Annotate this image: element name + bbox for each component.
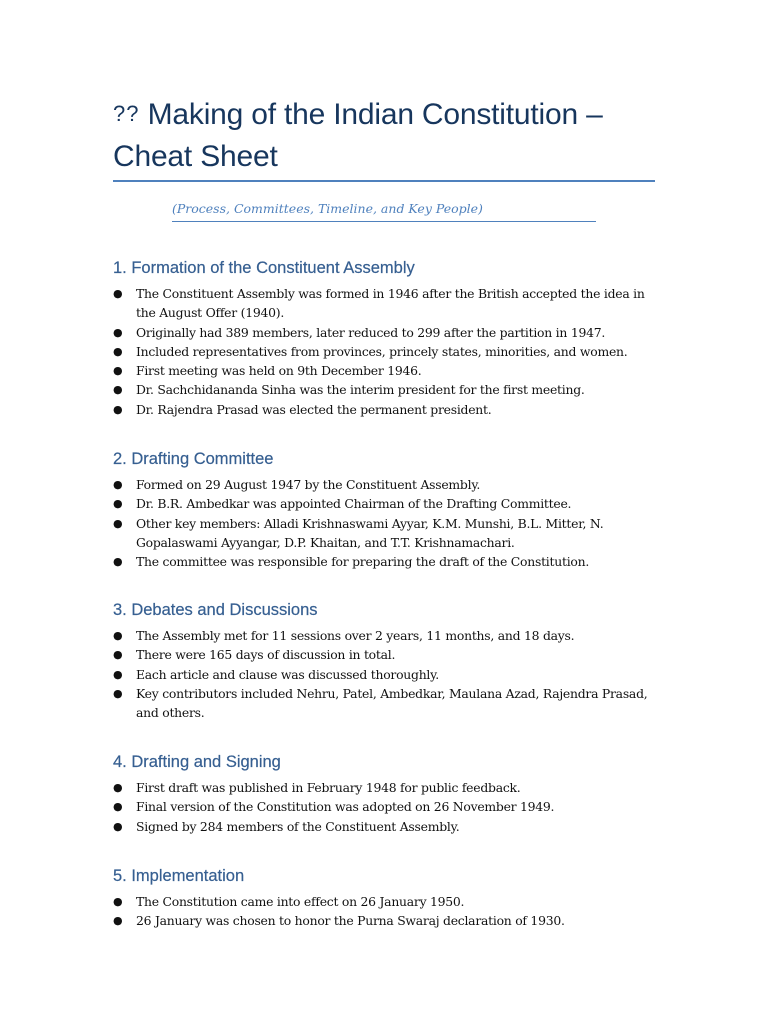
list-item-text: Formed on 29 August 1947 by the Constituent Assembly. (136, 477, 481, 492)
bullet-icon: ● (113, 344, 123, 358)
bullet-icon: ● (113, 667, 123, 681)
list-item-text: First draft was published in February 1948 for public feedback. (136, 780, 521, 795)
page-subtitle: (Process, Committees, Timeline, and Key People) (172, 200, 596, 222)
bullet-list (113, 626, 658, 722)
bullet-list (113, 892, 658, 931)
list-item (113, 797, 658, 816)
list-item (113, 817, 658, 836)
list-item (113, 380, 658, 399)
list-item (113, 684, 658, 723)
section-formation (113, 257, 658, 419)
bullet-list (113, 778, 658, 836)
list-item (113, 665, 658, 684)
page-title (113, 93, 673, 178)
bullet-icon: ● (113, 478, 123, 491)
list-item (113, 323, 658, 342)
bullet-icon: ● (113, 629, 123, 642)
list-item (113, 626, 658, 645)
list-item-text: Signed by 284 members of the Constituent Assembly. (136, 818, 460, 834)
list-item-text: The Assembly met for 11 sessions over 2 years, 11 months, and 18 days. (136, 628, 575, 643)
bullet-icon: ● (113, 364, 123, 378)
list-item (113, 911, 658, 930)
list-item (113, 514, 658, 553)
list-item-text: Included representatives from provinces, princely states, minorities, and women. (136, 343, 628, 359)
list-item-text: First meeting was held on 9th December 1946. (136, 363, 422, 379)
list-item-text: Each article and clause was discussed thoroughly. (136, 666, 439, 682)
section-heading: 5. Implementation (113, 867, 245, 885)
bullet-icon: ● (113, 781, 123, 794)
section-debates (113, 599, 658, 722)
bullet-icon: ● (113, 516, 123, 530)
list-item-text: Key contributors included Nehru, Patel, Ambedkar, Maulana Azad, Rajendra Prasad, and others. (136, 685, 648, 721)
list-item (113, 400, 658, 419)
list-item-text: The Constitution came into effect on 26 January 1950. (136, 894, 465, 909)
section-drafting-signing (113, 751, 658, 836)
list-item (113, 645, 658, 664)
section-heading: 4. Drafting and Signing (113, 753, 281, 771)
page-title-text: Making of the Indian Constitution – Cheat Sheet (113, 98, 603, 173)
section-heading: 2. Drafting Committee (113, 450, 274, 468)
bullet-icon: ● (113, 287, 123, 300)
section-heading: 3. Debates and Discussions (113, 601, 318, 619)
list-item (113, 361, 658, 380)
bullet-icon: ● (113, 914, 123, 928)
list-item (113, 342, 658, 361)
list-item-text: 26 January was chosen to honor the Purna Swaraj declaration of 1930. (136, 913, 565, 929)
list-item-text: There were 165 days of discussion in total. (136, 647, 396, 663)
bullet-icon: ● (113, 800, 123, 814)
bullet-icon: ● (113, 402, 123, 416)
list-item (113, 778, 658, 797)
list-item (113, 475, 658, 494)
list-item-text: Dr. B.R. Ambedkar was appointed Chairman of the Drafting Committee. (136, 496, 572, 512)
list-item (113, 284, 658, 323)
bullet-list (113, 475, 658, 571)
list-item (113, 494, 658, 513)
section-heading: 1. Formation of the Constituent Assembly (113, 259, 415, 277)
bullet-icon: ● (113, 819, 123, 833)
title-underline (113, 180, 655, 182)
bullet-icon: ● (113, 895, 123, 908)
list-item (113, 552, 658, 571)
bullet-icon: ● (113, 497, 123, 511)
list-item-text: Final version of the Constitution was adopted on 26 November 1949. (136, 799, 555, 815)
section-drafting-committee (113, 448, 658, 571)
list-item-text: Originally had 389 members, later reduced to 299 after the partition in 1947. (136, 324, 606, 340)
bullet-icon: ● (113, 555, 123, 569)
list-item-text: The committee was responsible for preparing the draft of the Constitution. (136, 554, 590, 570)
section-implementation (113, 865, 658, 931)
bullet-icon: ● (113, 648, 123, 662)
title-glyph: ?? (113, 101, 140, 126)
list-item-text: Dr. Rajendra Prasad was elected the permanent president. (136, 401, 492, 417)
list-item (113, 892, 658, 911)
list-item-text: Dr. Sachchidananda Sinha was the interim president for the first meeting. (136, 382, 585, 398)
bullet-icon: ● (113, 383, 123, 397)
list-item-text: Other key members: Alladi Krishnaswami Ayyar, K.M. Munshi, B.L. Mitter, N. Gopalaswami Ayyangar, D.P. Khaitan, and T.T. Krishnamachari. (136, 515, 604, 550)
bullet-icon: ● (113, 686, 123, 700)
list-item-text: The Constituent Assembly was formed in 1946 after the British accepted the idea in the August Offer (1940). (136, 286, 645, 321)
bullet-list (113, 284, 658, 419)
bullet-icon: ● (113, 325, 123, 339)
